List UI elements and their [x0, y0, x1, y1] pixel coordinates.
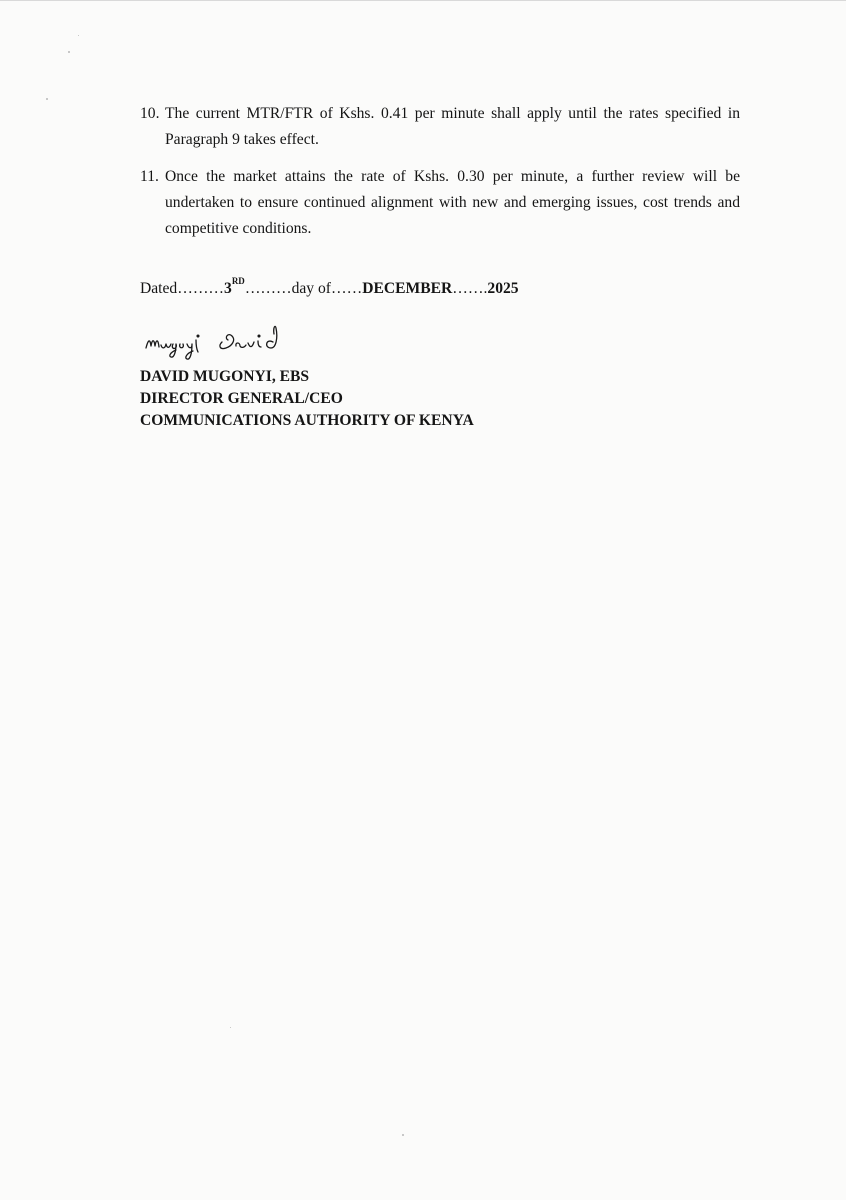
signatory-name: DAVID MUGONYI, EBS	[140, 368, 310, 385]
paragraph-text: Once the market attains the rate of Kshs. 0.30 per minute, a further review will be undertaken to ensure continued alignment with new and emerging issues, cost trends and competitive conditions.	[165, 168, 740, 237]
dated-separator: …….	[452, 280, 488, 298]
signatory-organization: COMMUNICATIONS AUTHORITY OF KENYA	[140, 412, 474, 429]
dated-month: DECEMBER	[362, 280, 453, 298]
dated-day-suffix: RD	[231, 276, 245, 286]
paragraph-number: 10.	[140, 105, 160, 122]
dated-prefix: Dated………	[140, 280, 225, 298]
scan-speck	[78, 35, 79, 36]
scan-speck	[402, 1134, 404, 1136]
paragraph-10	[140, 101, 740, 153]
scan-speck	[68, 51, 70, 53]
handwritten-signature	[140, 316, 300, 366]
paragraph-11	[140, 164, 740, 242]
paragraph-number: 11.	[140, 168, 159, 185]
signatory-title: DIRECTOR GENERAL/CEO	[140, 390, 343, 407]
dated-line	[140, 271, 519, 302]
paragraph-text: The current MTR/FTR of Kshs. 0.41 per minute shall apply until the rates specified in Paragraph 9 takes effect.	[165, 105, 740, 148]
dated-mid: ………day of……	[244, 280, 363, 298]
scan-speck	[46, 98, 48, 100]
dated-day: 3	[224, 280, 232, 298]
dated-year: 2025	[487, 280, 519, 298]
scan-speck	[230, 1027, 231, 1028]
signatory-block	[140, 366, 474, 432]
